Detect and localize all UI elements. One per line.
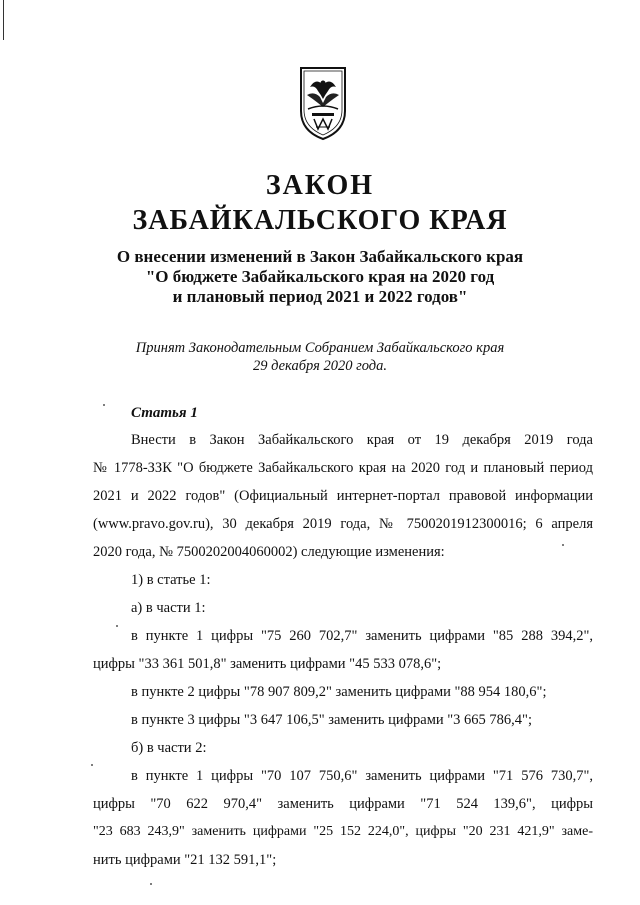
law-subtitle-line: "О бюджете Забайкальского края на 2020 год	[145, 267, 495, 286]
article-text-line: в пункте 1 цифры "70 107 750,6" заменить цифрами "71 576 730,7",	[131, 768, 593, 784]
article-heading: Статья 1	[131, 405, 198, 421]
article-text-line: Внести в Закон Забайкальского края от 19 декабря 2019 года	[131, 432, 593, 448]
article-text-line: цифры "33 361 501,8" заменить цифрами "45 533 078,6";	[93, 656, 442, 672]
scan-speck	[150, 883, 152, 885]
article-text-line: цифры "70 622 970,4" заменить цифрами "71 524 139,6", цифры	[93, 796, 593, 812]
article-text-line: б) в части 2:	[131, 740, 207, 756]
article-text-line: в пункте 1 цифры "75 260 702,7" заменить цифрами "85 288 394,2",	[131, 628, 593, 644]
scan-speck	[103, 404, 105, 406]
scan-edge-mark	[3, 0, 4, 40]
law-title: ЗАКОН	[265, 170, 375, 201]
article-text-line: в пункте 2 цифры "78 907 809,2" заменить цифрами "88 954 180,6";	[131, 684, 547, 700]
law-subtitle-line: и плановый период 2021 и 2022 годов"	[172, 287, 468, 306]
scan-speck	[562, 544, 564, 546]
region-title: ЗАБАЙКАЛЬСКОГО КРАЯ	[132, 205, 508, 236]
article-text-line: "23 683 243,9" заменить цифрами "25 152 224,0", цифры "20 231 421,9" заме-	[93, 824, 593, 839]
article-text-line: № 1778-ЗЗК "О бюджете Забайкальского края на 2020 год и плановый период	[93, 460, 593, 476]
law-subtitle-line: О внесении изменений в Закон Забайкальского края	[116, 247, 524, 266]
article-text-line: в пункте 3 цифры "3 647 106,5" заменить цифрами "3 665 786,4";	[131, 712, 533, 728]
adoption-date: 29 декабря 2020 года.	[252, 358, 387, 374]
article-text-line: 2020 года, № 7500202004060002) следующие изменения:	[93, 544, 445, 560]
coat-of-arms-emblem	[298, 65, 348, 141]
scan-speck	[91, 764, 93, 766]
scan-speck	[116, 625, 118, 627]
article-text-line: 2021 и 2022 годов" (Официальный интернет-портал правовой информации	[93, 488, 593, 504]
article-text-line: а) в части 1:	[131, 600, 206, 616]
adopted-by-line: Принят Законодательным Собранием Забайкальского края	[135, 340, 505, 356]
article-text-line: (www.pravo.gov.ru), 30 декабря 2019 года, № 7500201912300016; 6 апреля	[93, 516, 593, 532]
article-text-line: нить цифрами "21 132 591,1";	[93, 852, 277, 868]
article-text-line: 1) в статье 1:	[131, 572, 211, 588]
